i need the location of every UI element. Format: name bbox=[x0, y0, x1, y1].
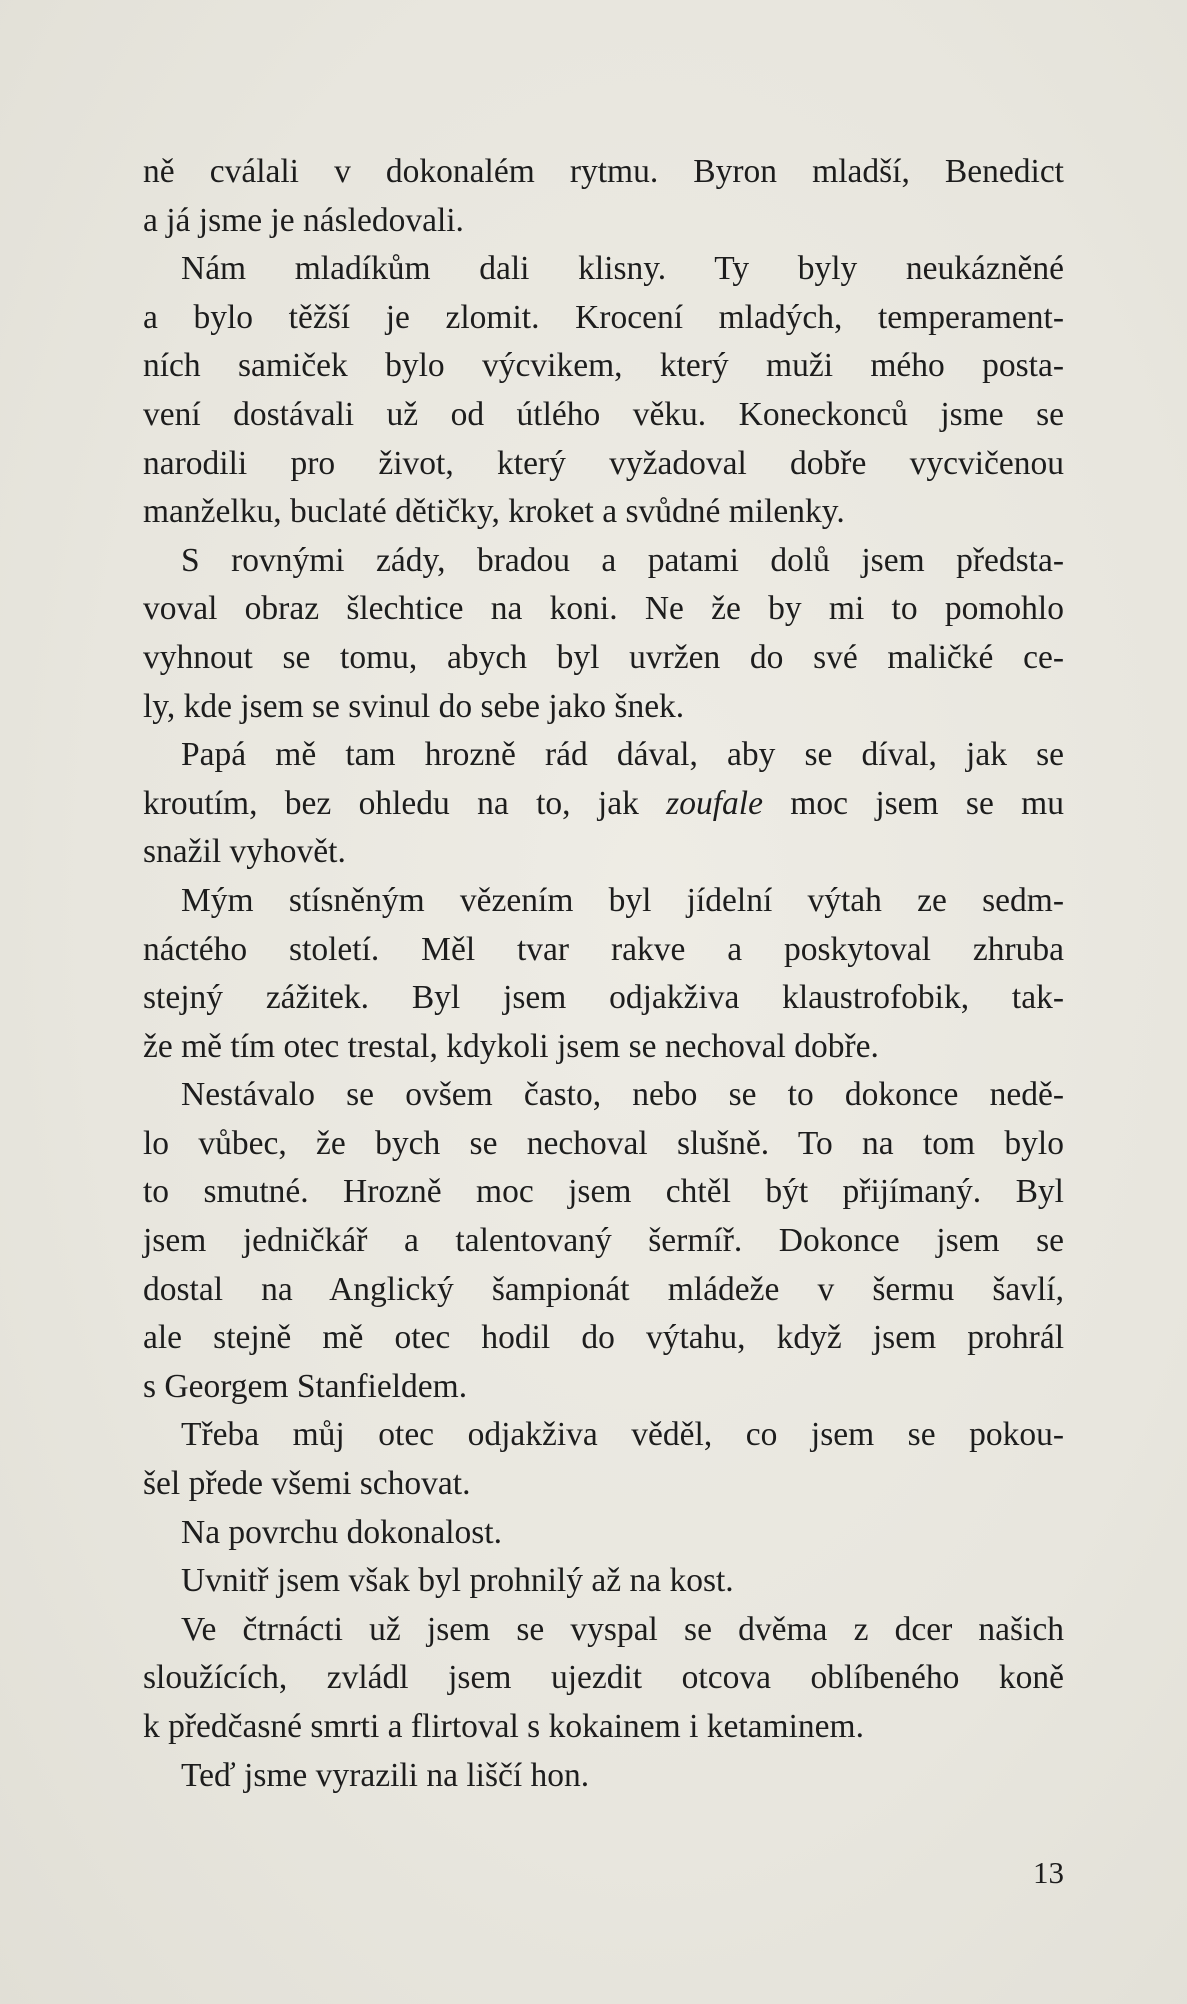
text-line: náctého století. Měl tvar rakve a poskytoval zhruba bbox=[143, 930, 1064, 968]
text-line: ly, kde jsem se svinul do sebe jako šnek. bbox=[143, 687, 685, 725]
text-line: a bylo těžší je zlomit. Krocení mladých, temperament- bbox=[143, 298, 1064, 336]
text-line: Na povrchu dokonalost. bbox=[181, 1513, 502, 1551]
text-line: že mě tím otec trestal, kdykoli jsem se nechoval dobře. bbox=[143, 1027, 879, 1065]
text-line: Uvnitř jsem však byl prohnilý až na kost. bbox=[181, 1562, 734, 1600]
text-line: ních samiček bylo výcvikem, který muži mého posta- bbox=[143, 347, 1064, 385]
text-line: vyhnout se tomu, abych byl uvržen do své maličké ce- bbox=[143, 638, 1064, 676]
paragraph bbox=[143, 1752, 1064, 1801]
paragraph bbox=[143, 1509, 1064, 1558]
text-line: narodili pro život, který vyžadoval dobře vycvičenou bbox=[143, 444, 1064, 482]
paragraph bbox=[143, 537, 1064, 731]
text-line: Teď jsme vyrazili na liščí hon. bbox=[181, 1756, 590, 1794]
text-line: Ve čtrnácti už jsem se vyspal se dvěma z dcer našich bbox=[181, 1610, 1064, 1648]
text-line: stejný zážitek. Byl jsem odjakživa klaustrofobik, tak- bbox=[143, 979, 1064, 1017]
paragraph bbox=[143, 1411, 1064, 1508]
body-text bbox=[143, 148, 1064, 1800]
text-line: Nestávalo se ovšem často, nebo se to dokonce nedě- bbox=[181, 1076, 1064, 1114]
text-line: ně cválali v dokonalém rytmu. Byron mladší, Benedict bbox=[143, 153, 1064, 190]
paragraph bbox=[143, 877, 1064, 1071]
italic-word: zoufale bbox=[666, 784, 763, 822]
text-line: S rovnými zády, bradou a patami dolů jsem předsta- bbox=[181, 541, 1064, 579]
text-line: a já jsme je následovali. bbox=[143, 201, 464, 239]
text-line: Třeba můj otec odjakživa věděl, co jsem se pokou- bbox=[181, 1416, 1064, 1454]
text-line: manželku, buclaté dětičky, kroket a svůdné milenky. bbox=[143, 493, 845, 531]
text-line: vení dostávali už od útlého věku. Koneckonců jsme se bbox=[143, 395, 1064, 433]
paragraph bbox=[143, 1606, 1064, 1752]
page-number: 13 bbox=[1033, 1855, 1064, 1890]
text-line: to smutné. Hrozně moc jsem chtěl být přijímaný. Byl bbox=[143, 1173, 1064, 1211]
paragraph bbox=[143, 148, 1064, 245]
text-line: Mým stísněným vězením byl jídelní výtah ze sedm- bbox=[181, 881, 1064, 919]
paragraph bbox=[143, 1071, 1064, 1411]
text-line: jsem jedničkář a talentovaný šermíř. Dokonce jsem se bbox=[143, 1222, 1064, 1260]
text-line: lo vůbec, že bych se nechoval slušně. To na tom bylo bbox=[143, 1124, 1064, 1162]
text-line: voval obraz šlechtice na koni. Ne že by mi to pomohlo bbox=[143, 590, 1064, 628]
paragraph bbox=[143, 245, 1064, 537]
paragraph bbox=[143, 731, 1064, 877]
text-line: Papá mě tam hrozně rád dával, aby se díval, jak se bbox=[181, 736, 1064, 774]
text-line: ale stejně mě otec hodil do výtahu, když jsem prohrál bbox=[143, 1319, 1064, 1357]
text-line: dostal na Anglický šampionát mládeže v šermu šavlí, bbox=[143, 1270, 1064, 1308]
text-line: šel přede všemi schovat. bbox=[143, 1465, 471, 1503]
text-line: Nám mladíkům dali klisny. Ty byly neukázněné bbox=[181, 250, 1064, 288]
text-line: k předčasné smrti a flirtoval s kokainem i ketaminem. bbox=[143, 1708, 864, 1745]
text-line: snažil vyhovět. bbox=[143, 833, 346, 871]
text-line: sloužících, zvládl jsem ujezdit otcova oblíbeného koně bbox=[143, 1659, 1064, 1697]
text-line: s Georgem Stanfieldem. bbox=[143, 1367, 468, 1405]
text-line: kroutím, bez ohledu na to, jak zoufale moc jsem se mu bbox=[143, 784, 1064, 822]
paragraph bbox=[143, 1557, 1064, 1606]
